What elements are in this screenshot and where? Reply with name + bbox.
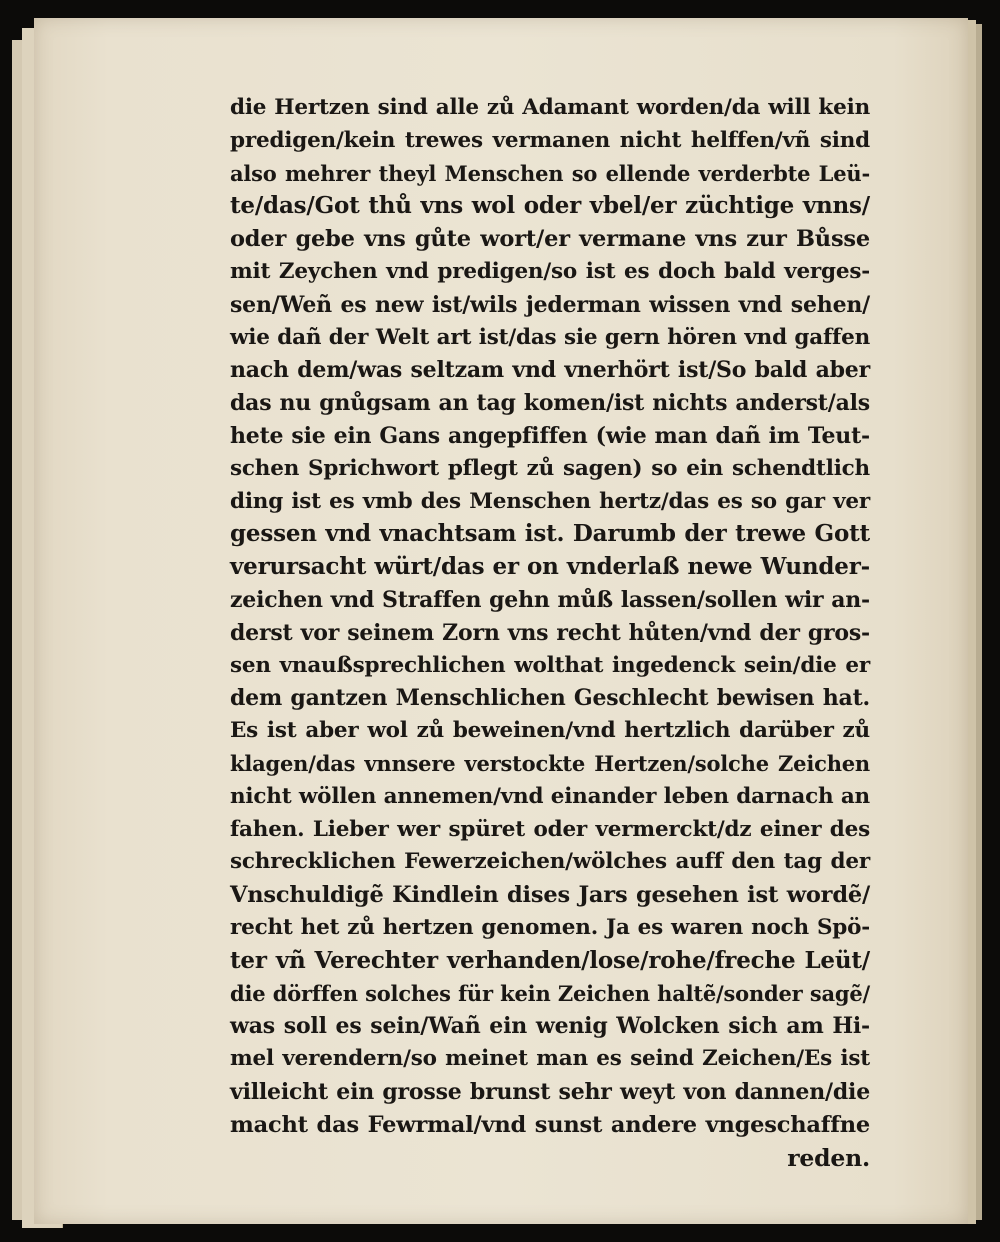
text-line: also mehrer theyl Menschen so ellende verderbte Leü- xyxy=(230,160,870,186)
text-line: predigen/kein trewes vermanen nicht helffen/vñ sind xyxy=(230,127,870,153)
text-line: schrecklichen Fewerzeichen/wölches auff den tag der xyxy=(230,849,870,875)
text-line: nach dem/was seltzam vnd vnerhört ist/So bald aber xyxy=(230,357,870,384)
text-line: recht het zů hertzen genomen. Ja es waren noch Spö- xyxy=(230,914,870,940)
text-line: sen vnaußsprechlichen wolthat ingedenck sein/die er xyxy=(230,652,870,678)
text-line: villeicht ein grosse brunst sehr weyt von dannen/die xyxy=(230,1078,870,1105)
text-line: mel verendern/so meinet man es seind Zeichen/Es ist xyxy=(230,1046,870,1072)
text-line: gessen vnd vnachtsam ist. Darumb der trewe Gott xyxy=(230,520,870,548)
text-line: Es ist aber wol zů beweinen/vnd hertzlich darüber zů xyxy=(230,718,870,744)
facing-leaf-edge xyxy=(976,24,982,1220)
text-line: ter vñ Verechter verhanden/lose/rohe/freche Leüt/ xyxy=(230,946,870,974)
text-line: derst vor seinem Zorn vns recht hůten/vnd der gros- xyxy=(230,619,870,646)
text-line: fahen. Lieber wer spüret oder vermerckt/dz einer des xyxy=(230,816,870,842)
text-line: wie dañ der Welt art ist/das sie gern hören vnd gaffen xyxy=(230,324,870,350)
text-line: ding ist es vmb des Menschen hertz/das es so gar ver xyxy=(230,488,870,514)
text-line: nicht wöllen annemen/vnd einander leben darnach an xyxy=(230,783,870,809)
text-line: verursacht würt/das er on vnderlaß newe Wunder- xyxy=(230,553,870,581)
text-line: die dörffen solches für kein Zeichen haltẽ/sonder sagẽ/ xyxy=(230,980,870,1006)
text-line-final-word: reden. xyxy=(787,1143,870,1172)
text-line: macht das Fewrmal/vnd sunst andere vngeschaffne xyxy=(230,1111,870,1138)
text-line: te/das/Got thů vns wol oder vbel/er züchtige vnns/ xyxy=(230,192,870,220)
text-line: mit Zeychen vnd predigen/so ist es doch bald verges- xyxy=(230,258,870,284)
text-line: zeichen vnd Straffen gehn můß lassen/sollen wir an- xyxy=(230,586,870,613)
text-line: sen/Weñ es new ist/wils jederman wissen vnd sehen/ xyxy=(230,291,870,318)
page-text-block xyxy=(230,92,870,1174)
text-line: dem gantzen Menschlichen Geschlecht bewisen hat. xyxy=(230,685,870,712)
text-line: Vnschuldigẽ Kindlein dises Jars gesehen ist wordẽ/ xyxy=(230,882,870,909)
text-line: die Hertzen sind alle zů Adamant worden/da will kein xyxy=(230,95,870,120)
text-line: was soll es sein/Wañ ein wenig Wolcken sich am Hi- xyxy=(230,1013,870,1040)
text-line: oder gebe vns gůte wort/er vermane vns zur Bůsse xyxy=(230,226,870,253)
text-line: hete sie ein Gans angepfiffen (wie man dañ im Teut- xyxy=(230,422,870,449)
text-line: schen Sprichwort pflegt zů sagen) so ein schendtlich xyxy=(230,455,870,481)
text-line: klagen/das vnnsere verstockte Hertzen/solche Zeichen xyxy=(230,750,870,776)
text-line: das nu gnůgsam an tag komen/ist nichts anderst/als xyxy=(230,390,870,417)
